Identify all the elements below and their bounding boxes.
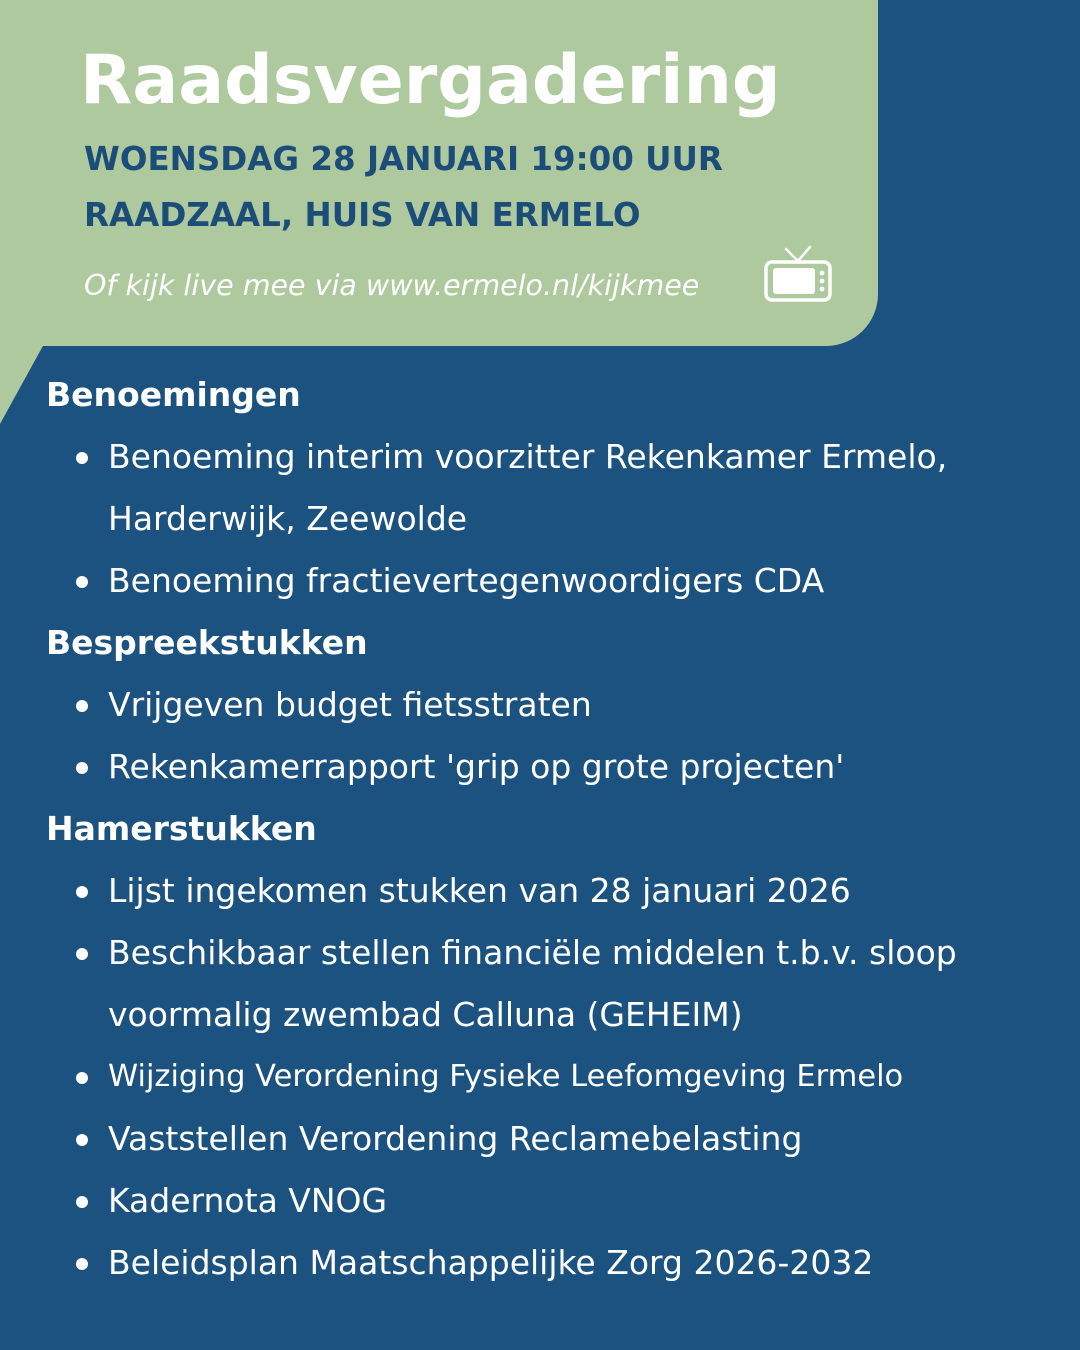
agenda-item [46, 426, 1046, 550]
agenda-list-benoemingen [46, 426, 1046, 612]
agenda-section-hamerstukken [46, 798, 1046, 1294]
agenda-item-text: Vrijgeven budget fietsstraten [108, 685, 592, 724]
agenda-section-bespreekstukken [46, 612, 1046, 798]
agenda-item [46, 1232, 1046, 1294]
bullet-icon [76, 886, 88, 898]
bullet-icon [76, 576, 88, 588]
agenda-item [46, 860, 1046, 922]
agenda-item [46, 922, 1046, 1046]
page-title: Raadsvergadering [80, 41, 781, 120]
agenda-item [46, 1046, 1046, 1108]
tv-icon [762, 244, 834, 304]
bullet-icon [76, 948, 88, 960]
section-title-benoemingen: Benoemingen [46, 375, 301, 414]
speech-bubble-tail [0, 344, 44, 424]
agenda-item-text: Vaststellen Verordening Reclamebelasting [108, 1119, 803, 1158]
agenda-item-text: Beleidsplan Maatschappelijke Zorg 2026-2032 [108, 1243, 874, 1282]
agenda-item [46, 1170, 1046, 1232]
bullet-icon [76, 1134, 88, 1146]
bullet-icon [76, 1196, 88, 1208]
section-title-bespreekstukken: Bespreekstukken [46, 623, 368, 662]
bullet-icon [76, 700, 88, 712]
bullet-icon [76, 1072, 88, 1084]
agenda-item-text-line: Benoeming interim voorzitter Rekenkamer Ermelo, [108, 437, 948, 476]
agenda-item-text: Benoeming fractievertegenwoordigers CDA [108, 561, 825, 600]
agenda-item-text-line: Beschikbaar stellen financiële middelen t.b.v. sloop [108, 933, 957, 972]
agenda-list-hamerstukken [46, 860, 1046, 1294]
agenda-item-text: Wijziging Verordening Fysieke Leefomgeving Ermelo [108, 1059, 904, 1094]
agenda-list-bespreekstukken [46, 674, 1046, 798]
agenda-item [46, 674, 1046, 736]
agenda-item-text-line: Harderwijk, Zeewolde [108, 499, 468, 538]
agenda [46, 364, 1046, 1294]
agenda-item-text-line: voormalig zwembad Calluna (GEHEIM) [108, 995, 743, 1034]
agenda-item-text: Kadernota VNOG [108, 1181, 388, 1220]
bullet-icon [76, 1258, 88, 1270]
bullet-icon [76, 762, 88, 774]
meeting-date-time: WOENSDAG 28 JANUARI 19:00 UUR [84, 140, 723, 178]
bullet-icon [76, 452, 88, 464]
agenda-item [46, 1108, 1046, 1170]
agenda-item-text: Lijst ingekomen stukken van 28 januari 2026 [108, 871, 851, 910]
section-title-hamerstukken: Hamerstukken [46, 809, 317, 848]
meeting-location: RAADZAAL, HUIS VAN ERMELO [84, 196, 641, 234]
agenda-item-text: Rekenkamerrapport 'grip op grote projecten' [108, 747, 845, 786]
agenda-item [46, 736, 1046, 798]
agenda-item [46, 550, 1046, 612]
agenda-section-benoemingen [46, 364, 1046, 612]
livestream-text: Of kijk live mee via www.ermelo.nl/kijkmee [84, 269, 700, 302]
